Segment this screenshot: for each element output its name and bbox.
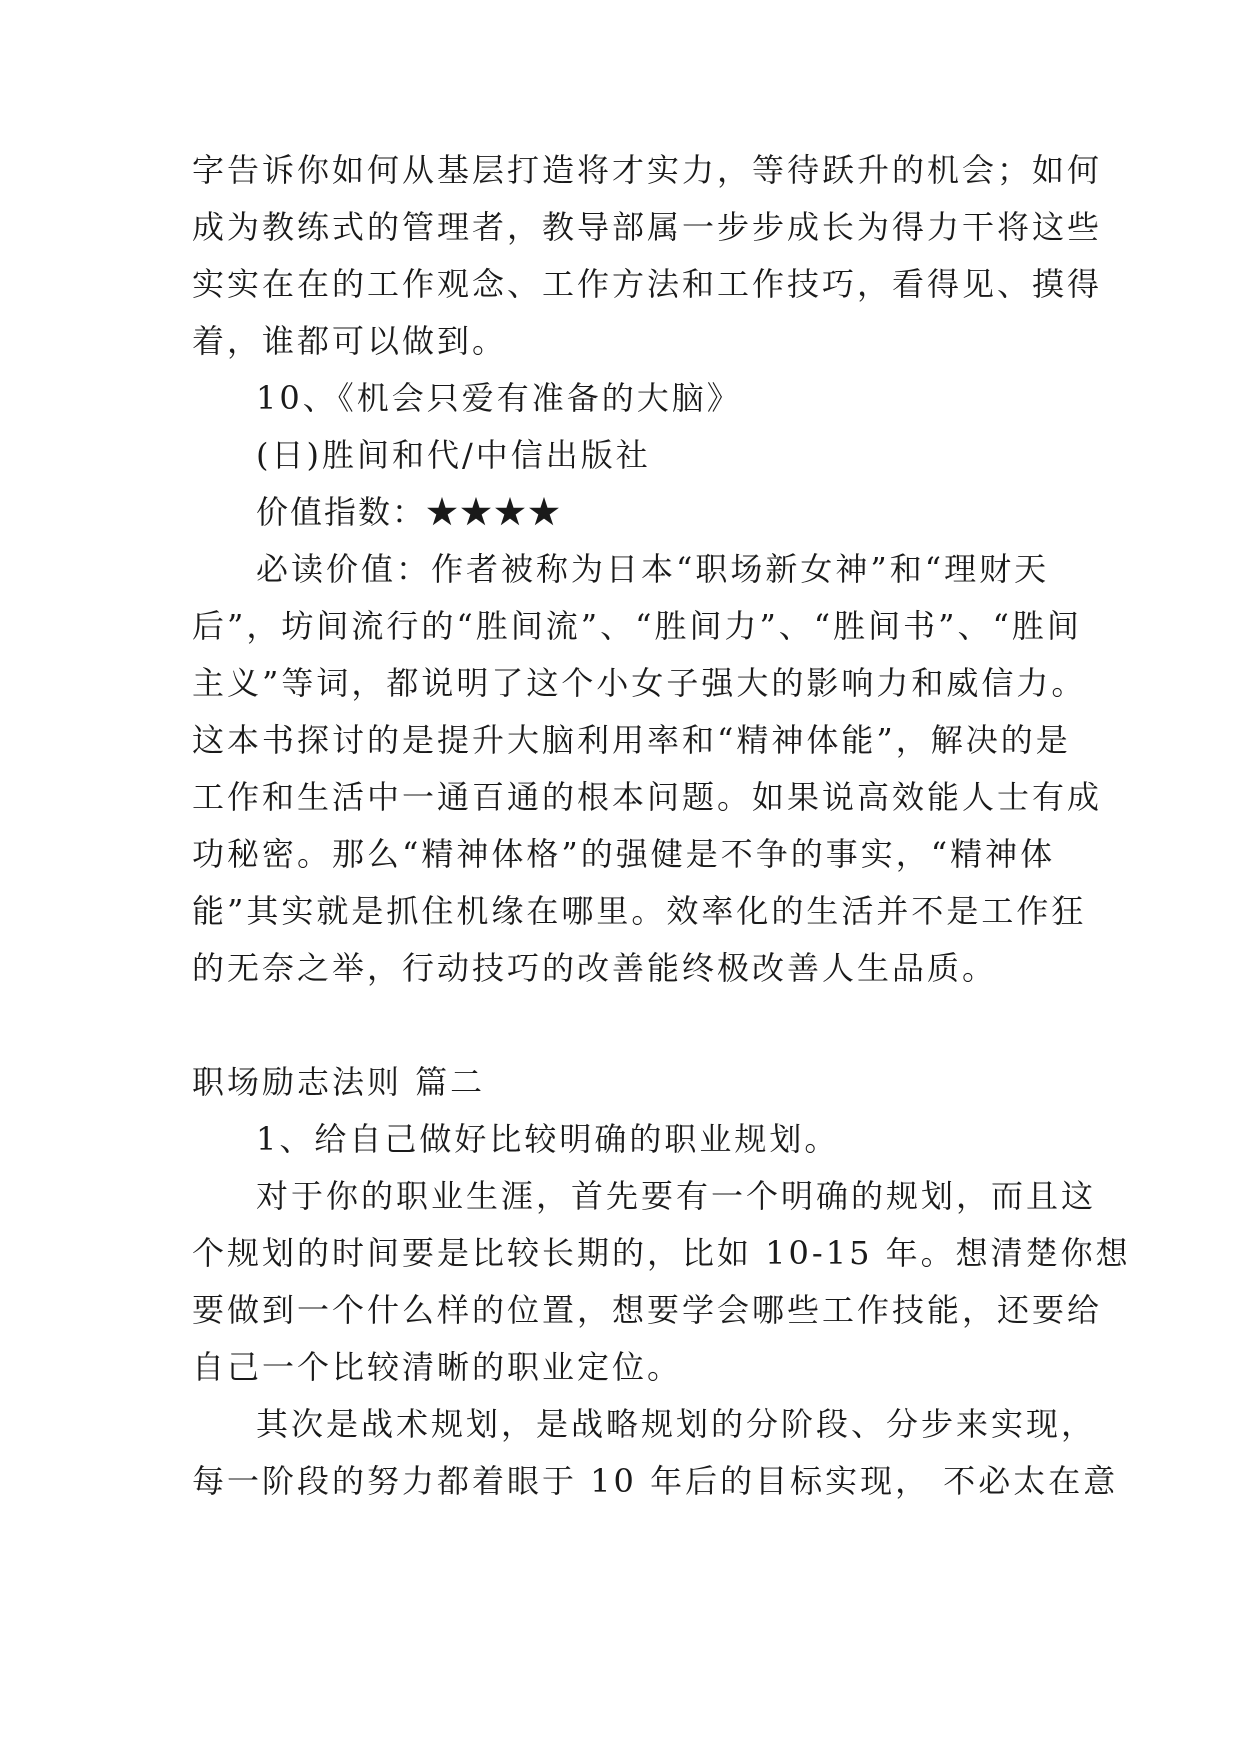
paragraph-line: 要做到一个什么样的位置，想要学会哪些工作技能，还要给 [192, 1291, 1103, 1329]
paragraph-line: 能”其实就是抓住机缘在哪里。效率化的生活并不是工作狂 [192, 892, 1087, 930]
paragraph-line: 个规划的时间要是比较长期的，比如 10-15 年。想清楚你想 [192, 1234, 1131, 1272]
paragraph-line: 其次是战术规划，是战略规划的分阶段、分步来实现， [256, 1405, 1097, 1443]
paragraph-line: 功秘密。那么“精神体格”的强健是不争的事实，“精神体 [192, 835, 1056, 873]
list-item-heading: 1、给自己做好比较明确的职业规划。 [256, 1120, 840, 1158]
paragraph-line: 字告诉你如何从基层打造将才实力，等待跃升的机会；如何 [192, 151, 1103, 189]
book-author-publisher: (日)胜间和代/中信出版社 [256, 436, 651, 474]
paragraph-line: 自己一个比较清晰的职业定位。 [192, 1348, 683, 1386]
paragraph-line: 必读价值：作者被称为日本“职场新女神”和“理财天 [256, 550, 1050, 588]
paragraph-line: 的无奈之举，行动技巧的改善能终极改善人生品质。 [192, 949, 998, 987]
book-title: 10、《机会只爱有准备的大脑》 [256, 379, 742, 417]
paragraph-line: 后”，坊间流行的“胜间流”、“胜间力”、“胜间书”、“胜间 [192, 607, 1082, 645]
paragraph-line: 成为教练式的管理者，教导部属一步步成长为得力干将这些 [192, 208, 1103, 246]
paragraph-line: 对于你的职业生涯，首先要有一个明确的规划，而且这 [256, 1177, 1097, 1215]
paragraph-line: 实实在在的工作观念、工作方法和工作技巧，看得见、摸得 [192, 265, 1103, 303]
paragraph-line: 工作和生活中一通百通的根本问题。如果说高效能人士有成 [192, 778, 1103, 816]
paragraph-line: 这本书探讨的是提升大脑利用率和“精神体能”，解决的是 [192, 721, 1071, 759]
paragraph-line: 每一阶段的努力都着眼于 10 年后的目标实现， 不必太在意 [192, 1462, 1119, 1500]
paragraph-line: 着，谁都可以做到。 [192, 322, 508, 360]
paragraph-line: 主义”等词，都说明了这个小女子强大的影响力和威信力。 [192, 664, 1087, 702]
section-heading: 职场励志法则 篇二 [192, 1063, 486, 1101]
value-rating: 价值指数：★★★★ [256, 493, 563, 531]
